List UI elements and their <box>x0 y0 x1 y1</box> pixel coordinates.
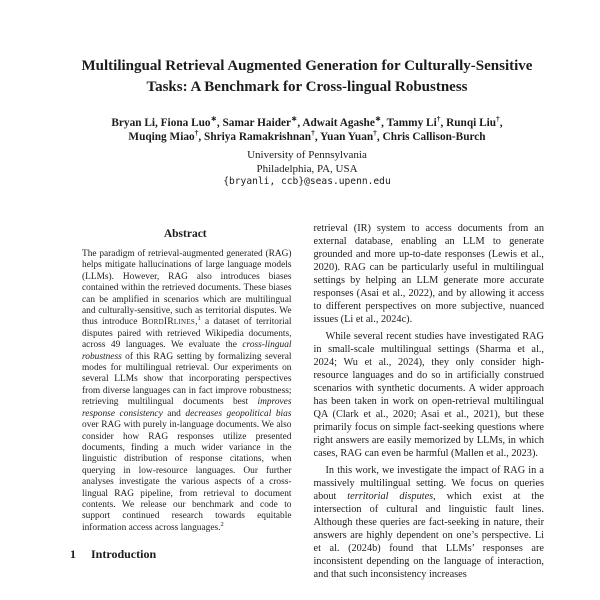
author-names: Muqing Miao <box>128 130 195 143</box>
footnote-marker: ∗ <box>291 114 298 124</box>
author-names: , Runqi Liu <box>440 117 497 129</box>
footnote-marker: † <box>496 114 500 124</box>
right-column <box>314 222 545 581</box>
intro-paragraph-3 <box>314 464 545 581</box>
paragraph-segment: , which exist at the intersection of cultural and linguistic fault lines. Although these queries are fact-seeking in nature, their answers are highly dependent on one’s perspective. Li et al. (2024b) found that LLMs’ responses are inconsistent depending on the language of interaction, and that such inconsistency increases <box>313 491 544 580</box>
author-list <box>70 114 544 144</box>
abstract-segment: and <box>162 408 186 419</box>
author-line-2 <box>70 127 544 145</box>
paper-header <box>70 56 544 188</box>
section-number: 1 <box>70 547 76 562</box>
intro-paragraph-1: retrieval (IR) system to access documents from an external database, enabling an LLM to generate grounded and more up-to-date responses (Lewis et al., 2020). RAG can be particularly useful in multilingual settings by helping an LLM generate more accurate responses (Asai et al., 2022), and by allowing it access to different perspectives on more subjective, nuanced issues (Li et al., 2024c). <box>313 223 544 325</box>
abstract-heading: Abstract <box>163 228 207 240</box>
contact-email: {bryanli, ccb}@seas.upenn.edu <box>223 176 391 187</box>
two-column-body <box>70 222 544 581</box>
footnote-marker: † <box>194 127 199 137</box>
footnote-marker: † <box>436 114 441 124</box>
author-names: Bryan Li, Fiona Luo <box>111 117 211 129</box>
footnote-ref-2: 2 <box>220 520 224 528</box>
affiliation-institution: University of Pennsylvania <box>247 149 367 161</box>
author-names: , Tammy Li <box>381 117 437 129</box>
affiliation-location: Philadelphia, PA, USA <box>256 162 358 175</box>
abstract-segment: a dataset of territorial disputes paired with retrieved Wikipedia documents, across 49 languages. We evaluate the <box>82 317 292 351</box>
footnote-marker: ∗ <box>210 114 217 124</box>
author-names: , Chris Callison-Burch <box>376 130 486 143</box>
abstract-segment: of this RAG setting by formalizing several modes for multilingual retrieval. Our experiments on several LLMs show that incorporating perspectives from diverse languages can in fact improve robustness; retrieving multilingual documents best <box>82 351 292 408</box>
abstract-emphasis: improves response consistency <box>82 397 292 419</box>
abstract-segment: , <box>195 317 198 328</box>
author-names: , Shriya Ramakrishnan <box>198 130 312 143</box>
author-names: , Samar Haider <box>216 117 292 129</box>
author-names: , Adwait Agashe <box>297 117 375 129</box>
footnote-ref-1: 1 <box>197 315 201 323</box>
abstract-emphasis: decreases geopolitical bias <box>185 408 292 419</box>
dataset-name: BordIRlines <box>141 317 196 328</box>
abstract-text <box>70 249 301 534</box>
title-line-2: Tasks: A Benchmark for Cross-lingual Robustness <box>146 79 468 95</box>
author-line-1 <box>70 114 544 131</box>
section-heading-introduction <box>70 547 301 561</box>
author-names: , Yuan Yuan <box>314 130 374 143</box>
footnote-marker: † <box>373 127 377 137</box>
footnote-marker: ∗ <box>374 114 382 124</box>
section-title: Introduction <box>91 547 157 562</box>
author-names: , <box>499 117 503 129</box>
paper-title <box>70 56 544 98</box>
abstract-segment: over RAG with purely in-language documents. We also consider how RAG responses utilize presented documents, finding a much wider variance in the linguistic distribution of response citations, when querying in low-resource languages. Our further analyses investigate the various aspects of a cross-lingual RAG pipeline, from retrieval to document contents. We release our benchmark and code to support continued research towards equitable information access across languages. <box>82 420 292 533</box>
paragraph-emphasis: territorial disputes <box>347 491 434 502</box>
paragraph-segment: In this work, we investigate the impact of RAG in a massively multilingual setting. We focus on queries about <box>313 465 544 502</box>
abstract-segment: The paradigm of retrieval-augmented generated (RAG) helps mitigate hallucinations of large language models (LLMs). However, RAG also introduces biases contained within the retrieved documents. These biases can be amplified in scenarios which are multilingual and culturally-sensitive, such as territorial disputes. We thus introduce <box>82 249 292 328</box>
intro-paragraph-2: While several recent studies have investigated RAG in small-scale multilingual settings (Sharma et al., 2024; Wu et al., 2024), they only consider high-resource languages and do so in artificially construed scenarios with synthetic documents. A wider approach has been taken in work on open-retrieval multilingual QA (Clark et al., 2020; Asai et al., 2021), but these primarily focus on simple fact-seeking questions where right answers are easily memorized by LLMs, in which cases, RAG can even be harmful (Mallen et al., 2023). <box>313 331 544 459</box>
footnote-marker: † <box>311 127 315 137</box>
title-line-1: Multilingual Retrieval Augmented Generation for Culturally-Sensitive <box>81 58 533 74</box>
left-column <box>70 222 301 581</box>
abstract-emphasis: cross-lingual robustness <box>82 340 292 362</box>
